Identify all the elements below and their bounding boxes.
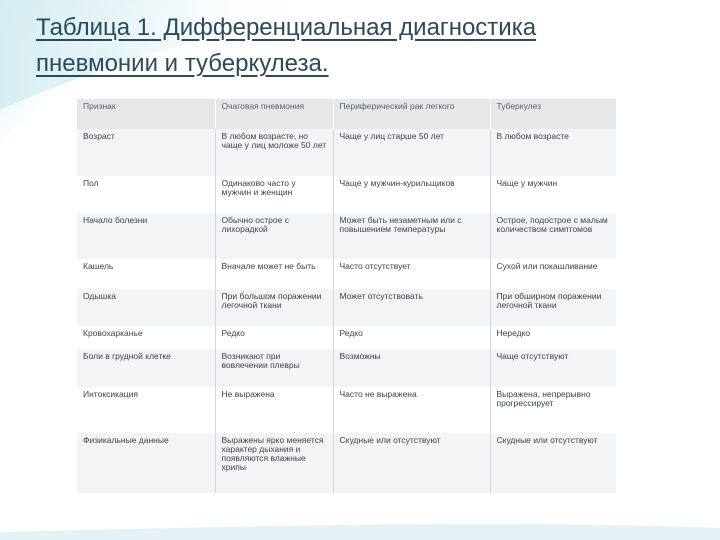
header-tuberculosis: Туберкулез <box>490 99 616 129</box>
bottom-swoosh <box>0 524 720 540</box>
table-cell: Сухой или покашливание <box>490 259 616 289</box>
table-cell: Боли в грудной клетке <box>77 349 215 387</box>
table-row <box>77 387 616 433</box>
table-cell: Редко <box>215 326 333 349</box>
title-line-2: пневмонии и туберкулеза. <box>36 50 329 77</box>
table-cell: Скудные или отсутствуют <box>333 433 490 493</box>
diagnosis-table-image <box>77 99 616 493</box>
table-cell: Скудные или отсутствуют <box>490 433 616 493</box>
table-cell: Одышка <box>77 289 215 326</box>
table-cell: Чаще отсутствуют <box>490 349 616 387</box>
title-line-1: Таблица 1. Дифференциальная диагностика <box>36 14 537 41</box>
header-focal-pneumonia: Очаговая пневмония <box>215 99 333 129</box>
table-cell: Пол <box>77 176 215 213</box>
table-cell: Возможны <box>333 349 490 387</box>
table-row <box>77 433 616 493</box>
differential-diagnosis-table <box>77 99 616 493</box>
table-cell: Выражены ярко меняется характер дыхания и появляются влажные хрипы <box>215 433 333 493</box>
table-cell: Чаще у мужчин <box>490 176 616 213</box>
table-cell: Острое, подострое с малым количеством симптомов <box>490 213 616 259</box>
table-cell: Кашель <box>77 259 215 289</box>
table-cell: Интоксикация <box>77 387 215 433</box>
table-cell: Часто отсутствует <box>333 259 490 289</box>
table-cell: Выражена, непрерывно прогрессирует <box>490 387 616 433</box>
table-cell: Кровохарканье <box>77 326 215 349</box>
table-row <box>77 213 616 259</box>
table-row <box>77 129 616 176</box>
table-cell: Одинаково часто у мужчин и женщин <box>215 176 333 213</box>
table-cell: Возникают при вовлечении плевры <box>215 349 333 387</box>
table-row <box>77 259 616 289</box>
slide-title <box>36 10 676 82</box>
table-cell: Может быть незаметным или с повышением температуры <box>333 213 490 259</box>
header-peripheral-cancer: Периферический рак легкого <box>333 99 490 129</box>
table-cell: Возраст <box>77 129 215 176</box>
table-cell: Может отсутствовать <box>333 289 490 326</box>
table-cell: Обычно острое с лихорадкой <box>215 213 333 259</box>
table-cell: Нередко <box>490 326 616 349</box>
table-row <box>77 289 616 326</box>
header-sign: Признак <box>77 99 215 129</box>
table-row <box>77 326 616 349</box>
table-header-row <box>77 99 616 129</box>
table-cell: Чаще у лиц старше 50 лет <box>333 129 490 176</box>
table-cell: В любом возрасте, но чаще у лиц моложе 50 лет <box>215 129 333 176</box>
table-cell: Не выражена <box>215 387 333 433</box>
table-row <box>77 176 616 213</box>
table-cell: Чаще у мужчин-курильщиков <box>333 176 490 213</box>
table-row <box>77 349 616 387</box>
table-cell: Начало болезни <box>77 213 215 259</box>
table-cell: Редко <box>333 326 490 349</box>
table-cell: Физикальные данные <box>77 433 215 493</box>
table-cell: Часто не выражена <box>333 387 490 433</box>
table-cell: В любом возрасте <box>490 129 616 176</box>
table-cell: При обширном поражении легочной ткани <box>490 289 616 326</box>
table-cell: При большом поражении легочной ткани <box>215 289 333 326</box>
table-cell: Вначале может не быть <box>215 259 333 289</box>
